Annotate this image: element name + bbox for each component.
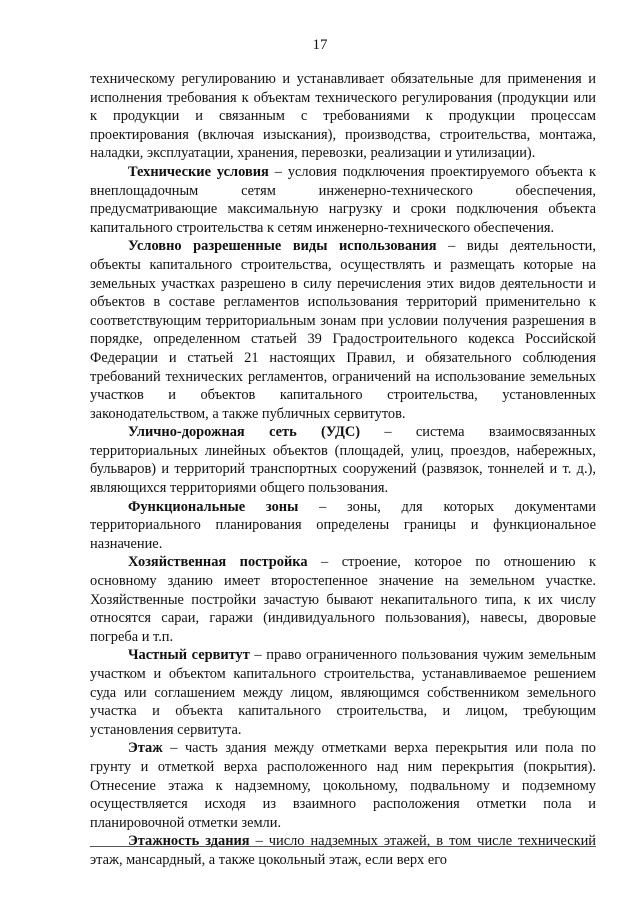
definition-floor (90, 739, 596, 832)
definition-text: – условия подключения проектируемого объекта к внеплощадочным сетям инженерно-технического обеспечения, предусматривающие максимальную нагрузку и сроки подключения объекта капитального строительства к сетям инженерно-технического обеспечения. (90, 163, 596, 236)
definition-term: Технические условия (128, 163, 269, 180)
definition-technical-conditions (90, 163, 596, 237)
definition-text: – право ограниченного пользования чужим земельным участком и объектом капитального строительства, устанавливаемое решением суда или соглашением между лицом, являющимся собственником земельного участка и объекта капитального строительства, и лицом, требующим установления сервитута. (90, 647, 596, 738)
definition-text: – строение, которое по отношению к основному зданию имеет второстепенное значение на земельном участке. Хозяйственные постройки зачастую бывают некапитального типа, к их числу относятся сараи, гаражи (индивидуального пользования), навесы, дворовые погреба и т.п. (90, 554, 596, 645)
page-number: 17 (312, 37, 328, 53)
definition-number-of-floors (90, 832, 596, 869)
definition-text: – система взаимосвязанных территориальных линейных объектов (площадей, улиц, проездов, набережных, бульваров) и территорий транспортных сооружений (развязок, тоннелей и т. д.), являющихся территориями общего пользования. (90, 424, 596, 497)
definition-text: – часть здания между отметками верха перекрытия или пола по грунту и отметкой верха расположенного над ним перекрытия (покрытия). Отнесение этажа к надземному, цокольному, подвальному и подземному осуществляется исходя из взаимного расположения отметки пола и планировочной отметки земли. (90, 740, 596, 831)
definition-term: Этажность здания (128, 833, 250, 850)
document-body (90, 70, 596, 870)
definition-term: Функциональные зоны (128, 498, 299, 515)
definition-text: – число надземных этажей, в том числе технический этаж, мансардный, а также цокольный этаж, если верх его (90, 833, 596, 868)
definition-text: – зоны, для которых документами территориального планирования определены границы и функциональное назначение. (90, 498, 596, 552)
definition-outbuilding (90, 553, 596, 646)
definition-term: Этаж (128, 740, 163, 757)
definition-term: Условно разрешенные виды использования (128, 238, 437, 255)
footer-divider (90, 846, 596, 847)
continuation-paragraph: техническому регулированию и устанавливает обязательные для применения и исполнения требования к объектам технического регулирования (продукции или к продукции и связанным с требованиями к продукции процессам проектирования (включая изыскания), производства, строительства, монтажа, наладки, эксплуатации, хранения, перевозки, реализации и утилизации). (90, 71, 596, 162)
definition-term: Хозяйственная постройка (128, 554, 308, 571)
definition-term: Улично-дорожная сеть (УДС) (128, 424, 361, 441)
definition-conditionally-permitted-uses (90, 237, 596, 423)
definition-term: Частный сервитут (128, 647, 250, 664)
definition-private-easement (90, 646, 596, 739)
definition-text: – виды деятельности, объекты капитального строительства, осуществлять и размещать которые на земельных участках разрешено в силу перечисления этих видов деятельности и объектов в составе регламентов использования территорий применительно к соответствующим территориальным зонам при условии получения разрешения в порядке, определенном статьей 39 Градостроительного кодекса Российской Федерации и статьей 21 настоящих Правил, и обязательного соблюдения требований технических регламентов, ограничений на использование земельных участков и объектов капитального строительства, установленных законодательством, а также публичных сервитутов. (90, 238, 596, 422)
definition-functional-zones (90, 498, 596, 554)
definition-road-network (90, 423, 596, 497)
